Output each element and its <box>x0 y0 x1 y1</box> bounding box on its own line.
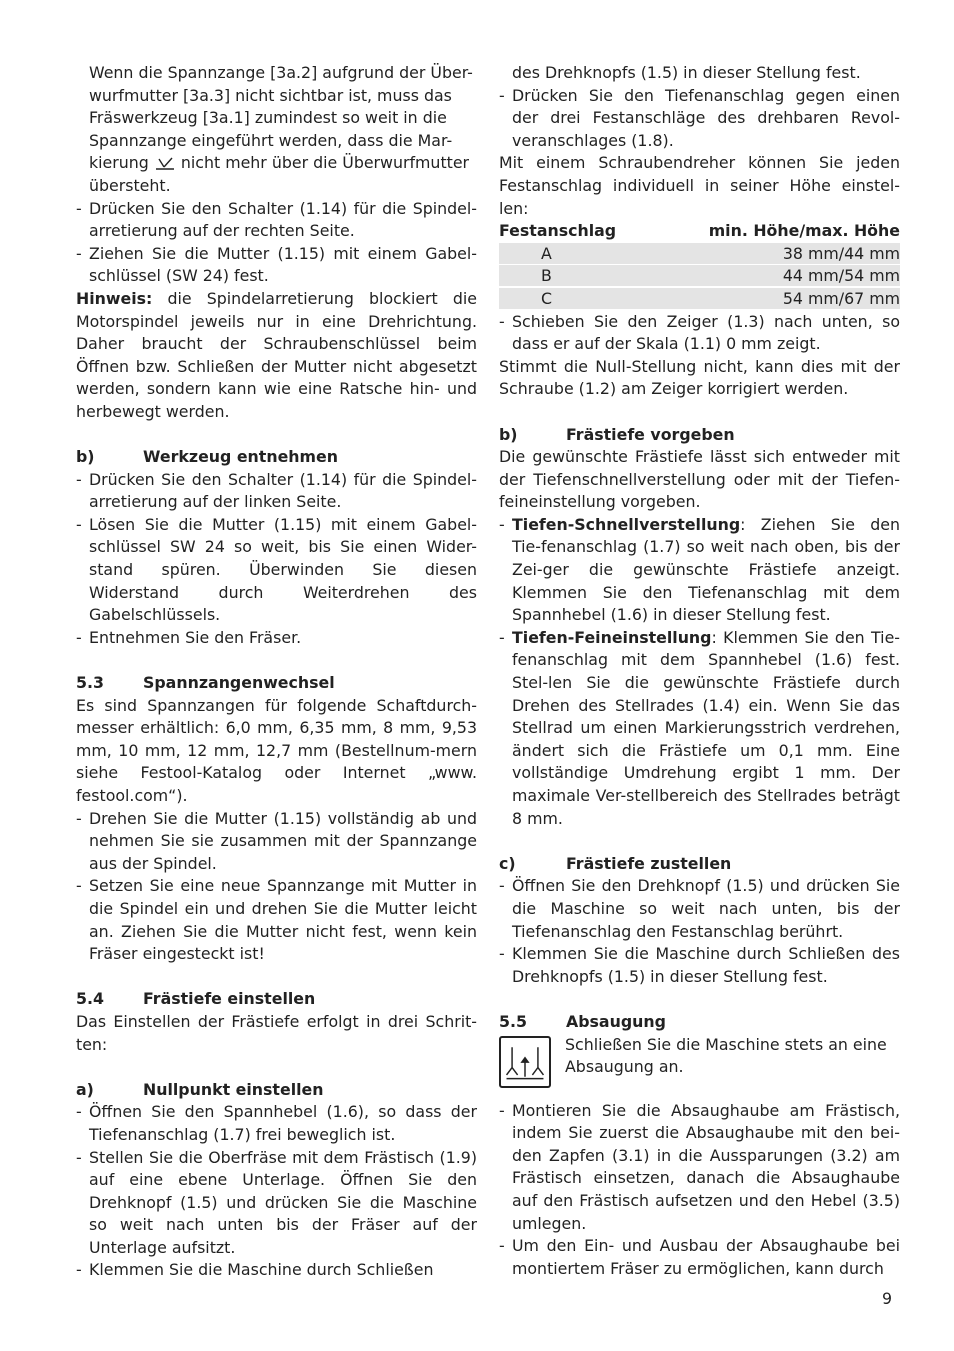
section-heading-5-4 <box>76 988 477 1011</box>
intro-line: übersteht. <box>89 175 171 195</box>
stop-height-table <box>499 220 900 309</box>
section-title: Frästiefe zustellen <box>566 853 732 873</box>
table-header-cell: Festanschlag <box>499 221 617 241</box>
section-heading-b <box>76 446 477 469</box>
table-cell: 44 mm/54 mm <box>782 266 900 286</box>
section-title: Frästiefe vorgeben <box>566 424 735 444</box>
table-cell: B <box>541 266 552 286</box>
intro-mark-before: kierung <box>89 153 149 173</box>
list-item: - Klemmen Sie die Maschine durch Schließen des Drehknopfs (1.5) in dieser Stellung fest. <box>499 943 900 988</box>
table-row <box>499 288 900 309</box>
table-row <box>499 265 900 286</box>
item-label: Tiefen-Schnellverstellung <box>512 514 741 534</box>
table-cell: A <box>541 243 552 263</box>
section-number: 5.5 <box>499 1011 527 1031</box>
list-item: - Öffnen Sie den Spannhebel (1.6), so dass der Tiefenanschlag (1.7) frei beweglich ist. <box>76 1101 477 1146</box>
intro-line: Spannzange eingeführt werden, dass die Mar- <box>89 130 453 150</box>
section-number: 5.3 <box>76 673 104 693</box>
section-title: Absaugung <box>566 1011 666 1031</box>
list-item: - Drücken Sie den Schalter (1.14) für die Spindel-arretierung auf der linken Seite. <box>76 469 477 514</box>
item-label: Tiefen-Feineinstellung <box>512 627 712 647</box>
list-item: - Drücken Sie den Tiefenanschlag gegen einen der drei Festanschläge des drehbaren Revol-veranschlages (1.8). <box>499 85 900 153</box>
intro-mark-after: nicht mehr über die Überwurfmutter <box>180 153 470 173</box>
list-item: - Drücken Sie den Schalter (1.14) für die Spindel-arretierung auf der rechten Seite. <box>76 198 477 243</box>
table-header <box>499 220 900 243</box>
list-item: - Öffnen Sie den Drehknopf (1.5) und drücken Sie die Maschine so weit nach unten, bis der Tiefenanschlag den Festanschlag berührt. <box>499 875 900 943</box>
intro-paragraph <box>76 62 477 198</box>
note-label: Hinweis: <box>76 288 153 308</box>
list-item: - Schieben Sie den Zeiger (1.3) nach unten, so dass er auf der Skala (1.1) 0 mm zeigt. <box>499 311 900 356</box>
table-cell: 38 mm/44 mm <box>782 243 900 263</box>
list-item <box>499 514 900 627</box>
section-title: Frästiefe einstellen <box>143 989 316 1009</box>
dust-extraction-icon <box>499 1036 551 1088</box>
table-header-cell: min. Höhe/max. Höhe <box>708 221 900 241</box>
section-heading-5-3 <box>76 672 477 695</box>
section-text: Schließen Sie die Maschine stets an eine Absaugung an. <box>565 1034 887 1077</box>
section-heading-5-5 <box>499 1011 900 1034</box>
section-text: Die gewünschte Frästiefe lässt sich entweder mit der Tiefenschnellverstellung oder mit der Tiefen-feineinstellung vorgeben. <box>499 447 900 512</box>
intro-line: Wenn die Spannzange [3a.2] aufgrund der Über- <box>89 63 473 82</box>
table-cell: C <box>541 288 553 308</box>
section-number: b) <box>76 447 95 467</box>
body-text: Stimmt die Null-Stellung nicht, kann dies mit der Schraube (1.2) am Zeiger korrigiert werden. <box>499 356 900 399</box>
section-heading-c <box>499 853 900 876</box>
section-title: Nullpunkt einstellen <box>143 1079 324 1099</box>
section-number: a) <box>76 1079 94 1099</box>
list-item: - Ziehen Sie die Mutter (1.15) mit einem Gabel-schlüssel (SW 24) fest. <box>76 243 477 288</box>
section-number: b) <box>499 424 518 444</box>
intro-line-mark <box>89 152 477 175</box>
section-heading-a <box>76 1079 477 1102</box>
item-text: : Ziehen Sie den Tie-fenanschlag (1.7) so weit nach oben, bis der Zei-ger die gewünschte Frästiefe anzeigt. Klemmen Sie den Tiefenanschlag mit dem Spannhebel (1.6) in dieser Stellung fest. <box>512 514 900 625</box>
note-paragraph <box>76 288 477 424</box>
section-text: Es sind Spannzangen für folgende Schaftdurch-messer erhältlich: 6,0 mm, 6,35 mm, 8 mm, 9,53 mm, 10 mm, 12 mm, 12,7 mm (Bestellnum-mern siehe Festool-Katalog oder Internet „www. festool.com“). <box>76 695 477 805</box>
item-text: : Klemmen Sie den Tie-fenanschlag mit dem Spannhebel (1.6) fest. Stel-len Sie die gewünschte Frästiefe durch Drehen des Stellrades (1.4) ein. Wenn Sie das Stellrad um einen Markierungsstrich verdrehen, ändert sich die Frästiefe um 0,1 mm. Eine vollständige Umdrehung ergibt 1 mm. Der maximale Ver-stellbereich des Stellrades beträgt 8 mm. <box>512 627 900 828</box>
list-item: - Montieren Sie die Absaughaube am Frästisch, indem Sie zuerst die Absaughaube mit den bei-den Zapfen (3.1) in die Aussparungen (3.2) am Frästisch einsetzen, danach die Absaughaube auf den Frästisch aufsetzen und den Hebel (3.5) umlegen. <box>499 1100 900 1236</box>
section-heading-b <box>499 424 900 447</box>
intro-line: wurfmutter [3a.3] nicht sichtbar ist, muss das <box>89 85 452 105</box>
list-item: - Drehen Sie die Mutter (1.15) vollständig ab und nehmen Sie sie zusammen mit der Spannzange aus der Spindel. <box>76 808 477 876</box>
intro-line: Fräswerkzeug [3a.1] zumindest so weit in die <box>89 108 447 128</box>
extraction-note <box>499 1034 900 1088</box>
section-number: 5.4 <box>76 989 104 1009</box>
list-item: - Stellen Sie die Oberfräse mit dem Frästisch (1.9) auf eine ebene Unterlage. Öffnen Sie den Drehknopf (1.5) und drücken Sie die Maschine so weit nach unten bis der Fräser auf der Unterlage aufsitzt. <box>76 1147 477 1260</box>
section-text: Das Einstellen der Frästiefe erfolgt in drei Schrit-ten: <box>76 1011 477 1054</box>
section-number: c) <box>499 853 516 873</box>
marking-symbol-icon <box>154 156 176 170</box>
continued-text: des Drehknopfs (1.5) in dieser Stellung fest. <box>512 63 861 82</box>
list-item: - Klemmen Sie die Maschine durch Schließen <box>76 1259 477 1282</box>
left-column <box>76 62 477 1282</box>
list-item: - Lösen Sie die Mutter (1.15) mit einem Gabel-schlüssel SW 24 so weit, bis Sie einen Wider-stand spüren. Überwinden Sie diesen Widerstand durch Weiterdrehen des Gabelschlüssels. <box>76 514 477 627</box>
section-title: Spannzangenwechsel <box>143 673 335 693</box>
page-number: 9 <box>881 1289 892 1308</box>
list-item: - Um den Ein- und Ausbau der Absaughaube bei montiertem Fräser zu ermöglichen, kann durch <box>499 1235 900 1280</box>
list-item <box>499 627 900 830</box>
list-item: - Entnehmen Sie den Fräser. <box>76 627 477 650</box>
body-text: Mit einem Schraubendreher können Sie jeden Festanschlag individuell in seiner Höhe einstel-len: <box>499 153 900 218</box>
list-item: - Setzen Sie eine neue Spannzange mit Mutter in die Spindel ein und drehen Sie die Mutter leicht an. Ziehen Sie die Mutter nicht fest, wenn kein Fräser eingesteckt ist! <box>76 875 477 965</box>
table-row <box>499 243 900 264</box>
right-column <box>499 62 900 1280</box>
table-cell: 54 mm/67 mm <box>782 288 900 308</box>
note-text: die Spindelarretierung blockiert die Motorspindel jeweils nur in eine Drehrichtung. Daher braucht der Schraubenschlüssel beim Öffnen bzw. Schließen der Mutter nicht abgesetzt werden, sondern kann wie eine Ratsche hin- und herbewegt werden. <box>76 288 477 421</box>
section-title: Werkzeug entnehmen <box>143 447 338 467</box>
